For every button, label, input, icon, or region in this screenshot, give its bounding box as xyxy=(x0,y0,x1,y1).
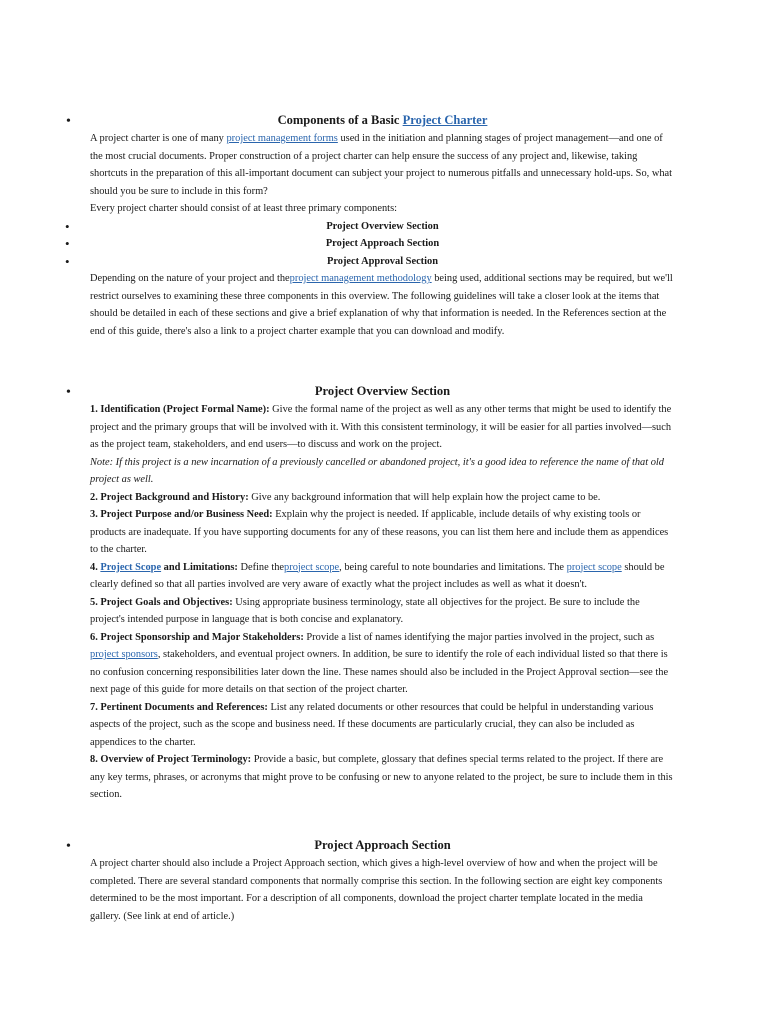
paragraph xyxy=(90,506,675,559)
paragraph xyxy=(90,130,675,200)
bullet-marker: • xyxy=(65,236,70,251)
project-scope-link[interactable]: project scope xyxy=(284,561,340,573)
note-paragraph: Note: If this project is a new incarnation of a previously cancelled or abandoned project, it's a good idea to reference the name of that old project as well. xyxy=(90,456,664,485)
section-body-approach xyxy=(90,855,675,925)
list-item-label: Project Overview Section xyxy=(326,220,439,232)
project-management-forms-link[interactable]: project management forms xyxy=(226,133,338,144)
heading-text: Components of a Basic xyxy=(277,113,403,127)
text: List any related documents or other resources that could be helpful in understanding various aspects of the project, such as the scope and business need. If these documents are particularly crucial, they can also be included as appendices to the charter. xyxy=(90,701,654,748)
text: Define the xyxy=(237,561,285,573)
text: Give the formal name of the project as well as any other terms that might be used to identify the project and the primary groups that will be involved with it. With this consistent terminology, it will be easier for all parties involved—such as the project team, stakeholders, and end users—to discuss and work on the project. xyxy=(90,404,672,450)
list-item xyxy=(65,235,675,253)
text: A project charter is one of many xyxy=(90,133,227,144)
list-item-label: Project Approval Section xyxy=(326,255,438,267)
text: used in the initiation and planning stages of project management—and one of the most crucial documents. Proper construction of a project charter can help ensure the success of any project and, likewise, taking shortcuts in the preparation of this all-important document can subject your project to numerous pitfalls and unnecessary hold-ups. So, what should you be sure to include in this form? xyxy=(90,133,673,197)
text: Give any background information that will help explain how the project came to be. xyxy=(248,491,601,503)
paragraph xyxy=(90,629,675,699)
text: , being careful to note boundaries and limitations. The xyxy=(339,561,567,573)
text: Provide a list of names identifying the major parties involved in the project, such as xyxy=(303,631,655,643)
item-label: 1. Identification (Project Formal Name): xyxy=(90,404,270,415)
item-label: and Limitations: xyxy=(161,561,238,573)
bullet-marker: • xyxy=(65,253,70,269)
text: should be clearly defined so that all parties involved are very aware of exactly what the project includes as well as what it doesn't. xyxy=(90,561,665,590)
paragraph xyxy=(90,270,675,340)
text: being used, additional sections may be required, but we'll restrict ourselves to examining these three components in this overview. The following guidelines will take a closer look at the items that should be detailed in each of these sections and give a brief explanation of why that information is needed. In the References section at the end of this guide, there's also a link to a project charter example that you can download and modify. xyxy=(90,273,673,337)
list-item xyxy=(65,253,675,271)
paragraph xyxy=(90,559,675,594)
project-scope-link-2[interactable]: project scope xyxy=(566,561,622,573)
item-label: 3. Project Purpose and/or Business Need: xyxy=(90,509,273,520)
section-body-components xyxy=(65,130,675,340)
text: , stakeholders, and eventual project owners. In addition, be sure to identify the role of each individual listed so that there is no confusion concerning responsibilities later down the line. These names should also be included in the Project Approval section—see the next page of this guide for more details on that section of the project charter. xyxy=(90,649,669,695)
list-item-label: Project Approach Section xyxy=(325,238,440,249)
item-label: 2. Project Background and History: xyxy=(90,491,249,503)
paragraph xyxy=(90,699,675,752)
item-label: 6. Project Sponsorship and Major Stakeholders: xyxy=(90,631,304,643)
bullet-marker: • xyxy=(66,114,71,129)
components-list xyxy=(65,218,675,271)
project-scope-heading-link[interactable]: Project Scope xyxy=(100,561,162,573)
project-charter-link[interactable]: Project Charter xyxy=(402,113,488,127)
item-label: 8. Overview of Project Terminology: xyxy=(90,754,252,765)
bullet-marker: • xyxy=(66,385,71,400)
text: Using appropriate business terminology, state all objectives for the project. Be sure to include the project's intended purpose in language that is both concise and explanatory. xyxy=(90,596,640,625)
paragraph xyxy=(90,594,675,629)
item-label: 7. Pertinent Documents and References: xyxy=(90,701,268,713)
list-item xyxy=(65,218,675,236)
bullet-marker: • xyxy=(66,839,71,854)
paragraph xyxy=(90,489,675,507)
section-heading-overview: Project Overview Section xyxy=(314,384,451,398)
paragraph: Every project charter should consist of at least three primary components: xyxy=(90,203,398,214)
project-sponsors-link[interactable]: project sponsors xyxy=(90,649,158,660)
text: Provide a basic, but complete, glossary that defines special terms related to the project. If there are any key terms, phrases, or acronyms that might prove to be confusing or new to anyone related to the project, be sure to include them in this section. xyxy=(90,754,673,800)
item-label: 5. Project Goals and Objectives: xyxy=(90,596,233,608)
paragraph xyxy=(90,401,675,454)
section-body-overview xyxy=(90,401,675,804)
item-number: 4. xyxy=(90,561,101,573)
paragraph: A project charter should also include a Project Approach section, which gives a high-level overview of how and when the project will be completed. There are several standard components that normally comprise this section. In the following section are eight key components determined to be the most important. For a description of all components, download the project charter template located in the media gallery. (See link at end of article.) xyxy=(90,858,663,922)
section-heading-components xyxy=(90,113,675,128)
section-heading-approach: Project Approach Section xyxy=(314,838,451,852)
paragraph xyxy=(90,751,675,804)
project-management-methodology-link[interactable]: project management methodology xyxy=(289,273,432,284)
text: Depending on the nature of your project and the xyxy=(90,273,290,284)
text: Explain why the project is needed. If applicable, include details of why existing tools or products are inadequate. If you have supporting documents for any of these reasons, you can list them here and include them as appendices to the charter. xyxy=(90,509,669,555)
bullet-marker: • xyxy=(65,218,70,234)
